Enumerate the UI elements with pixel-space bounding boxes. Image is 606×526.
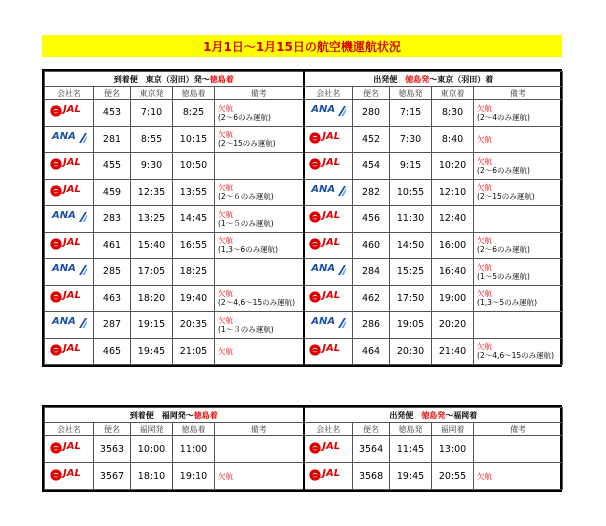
flight-number: 461 xyxy=(94,232,131,259)
departure-time: 11:30 xyxy=(390,206,432,233)
ana-logo xyxy=(309,104,347,118)
operating-days: (1～３のみ運航) xyxy=(218,324,274,334)
cancel-status: 欠航 xyxy=(218,236,233,246)
airline-name: JAL xyxy=(63,157,81,169)
jal-logo xyxy=(309,210,347,224)
airline-cell xyxy=(304,436,353,463)
remarks-cell xyxy=(215,100,304,127)
airline-cell xyxy=(45,285,94,312)
table-row xyxy=(45,285,563,312)
operating-days: (2～4,6～15のみ運航) xyxy=(477,351,555,361)
departure-time: 18:20 xyxy=(131,285,173,312)
cancel-status: 欠航 xyxy=(477,156,493,166)
flight-number: 453 xyxy=(94,100,131,127)
column-header: 徳島発 xyxy=(390,87,432,100)
flight-number: 287 xyxy=(94,312,131,339)
arrival-time: 16:40 xyxy=(432,259,474,286)
table-row xyxy=(45,206,563,233)
operating-days: (2～6のみ運航) xyxy=(218,112,271,122)
jal-logo xyxy=(50,237,88,251)
jal-logo xyxy=(50,290,88,304)
arrival-time: 18:25 xyxy=(173,259,215,286)
jal-logo xyxy=(309,343,347,357)
remarks-cell xyxy=(215,312,304,339)
column-header: 備考 xyxy=(474,423,563,436)
column-header: 便名 xyxy=(94,423,131,436)
jal-logo xyxy=(309,157,347,171)
column-header: 備考 xyxy=(215,423,304,436)
jal-logo xyxy=(50,157,88,171)
airline-cell xyxy=(45,312,94,339)
cancel-status: 欠航 xyxy=(477,342,493,352)
arrival-time: 20:35 xyxy=(173,312,215,339)
cancel-status: 欠航 xyxy=(477,471,493,481)
airline-name: JAL xyxy=(322,236,341,248)
flight-number: 285 xyxy=(94,259,131,286)
airline-name: ANA xyxy=(52,316,76,328)
jal-logo xyxy=(50,104,88,118)
remarks-cell xyxy=(474,179,563,206)
arrival-time: 14:45 xyxy=(173,206,215,233)
departure-heading-suffix: ～東京（羽田）着 xyxy=(429,74,494,84)
ana-logo xyxy=(50,263,88,277)
flight-number: 463 xyxy=(94,285,131,312)
departure-time: 19:45 xyxy=(131,338,173,365)
airline-cell xyxy=(45,259,94,286)
airline-cell xyxy=(304,100,353,127)
flight-number: 281 xyxy=(94,126,131,153)
airline-cell xyxy=(45,206,94,233)
remarks-cell xyxy=(474,232,563,259)
airline-name: JAL xyxy=(322,210,341,222)
jal-logo xyxy=(309,441,347,455)
airline-name: JAL xyxy=(63,183,81,195)
ana-logo xyxy=(50,131,88,145)
airline-name: JAL xyxy=(322,157,341,169)
table-row xyxy=(45,100,563,127)
airline-name: JAL xyxy=(322,342,341,354)
column-header: 東京着 xyxy=(432,87,474,100)
airline-cell xyxy=(304,338,353,365)
remarks-cell xyxy=(215,463,304,490)
flight-number: 465 xyxy=(94,338,131,365)
arrival-time: 21:05 xyxy=(173,338,215,365)
airline-cell xyxy=(304,153,353,180)
section-heading-row xyxy=(45,408,563,423)
arrival-time: 19:00 xyxy=(432,285,474,312)
ana-logo xyxy=(309,316,347,330)
airline-cell xyxy=(45,436,94,463)
airline-name: JAL xyxy=(63,440,81,452)
column-header: 徳島着 xyxy=(173,87,215,100)
operating-days: (2～6のみ運航) xyxy=(477,245,530,255)
remarks-cell xyxy=(215,338,304,365)
departure-time: 19:45 xyxy=(390,463,432,490)
arrival-heading-dest: 徳島着 xyxy=(193,410,218,420)
remarks-cell xyxy=(474,206,563,233)
arrival-time: 13:00 xyxy=(432,436,474,463)
arrival-heading xyxy=(45,408,304,423)
remarks-cell xyxy=(474,463,563,490)
departure-time: 17:05 xyxy=(131,259,173,286)
jal-logo xyxy=(309,131,347,145)
cancel-status: 欠航 xyxy=(477,183,493,193)
operating-days: (1,3～5のみ運航) xyxy=(477,298,538,308)
arrival-time: 10:20 xyxy=(432,153,474,180)
ana-logo xyxy=(50,210,88,224)
remarks-cell xyxy=(215,259,304,286)
jal-logo xyxy=(50,184,88,198)
operating-days: (1～５のみ運航) xyxy=(218,218,274,228)
flight-number: 462 xyxy=(353,285,390,312)
flight-number: 3568 xyxy=(353,463,390,490)
operating-days: (2～15のみ運航) xyxy=(218,139,276,149)
column-header: 徳島着 xyxy=(173,423,215,436)
airline-name: JAL xyxy=(322,467,341,479)
departure-heading-origin: 徳島発 xyxy=(421,410,446,420)
departure-time: 10:00 xyxy=(131,436,173,463)
airline-name: JAL xyxy=(63,289,81,301)
airline-cell xyxy=(304,259,353,286)
table-row xyxy=(45,153,563,180)
arrival-time: 19:40 xyxy=(173,285,215,312)
table-row xyxy=(45,232,563,259)
table-row xyxy=(45,312,563,339)
airline-name: JAL xyxy=(63,342,81,354)
airline-cell xyxy=(304,285,353,312)
airline-name: ANA xyxy=(311,183,336,195)
airline-name: JAL xyxy=(63,467,81,479)
departure-time: 8:55 xyxy=(131,126,173,153)
cancel-status: 欠航 xyxy=(218,346,233,356)
airline-name: JAL xyxy=(322,130,341,142)
table-row xyxy=(45,338,563,365)
departure-time: 7:15 xyxy=(390,100,432,127)
airline-cell xyxy=(304,179,353,206)
airline-name: ANA xyxy=(311,263,336,275)
remarks-cell xyxy=(215,206,304,233)
departure-time: 14:50 xyxy=(390,232,432,259)
flight-number: 3567 xyxy=(94,463,131,490)
departure-time: 15:25 xyxy=(390,259,432,286)
column-header: 会社名 xyxy=(304,423,353,436)
arrival-time: 11:00 xyxy=(173,436,215,463)
flight-number: 284 xyxy=(353,259,390,286)
column-header: 備考 xyxy=(215,87,304,100)
departure-heading-prefix: 出発便 xyxy=(389,410,422,420)
cancel-status: 欠航 xyxy=(218,209,233,219)
column-header: 便名 xyxy=(353,423,390,436)
jal-logo xyxy=(309,468,347,482)
ana-logo xyxy=(309,263,347,277)
cancel-status: 欠航 xyxy=(477,134,493,144)
remarks-cell xyxy=(215,179,304,206)
column-header: 福岡着 xyxy=(432,423,474,436)
operating-days: (2～６のみ運航) xyxy=(218,192,274,202)
departure-time: 17:50 xyxy=(390,285,432,312)
departure-time: 15:40 xyxy=(131,232,173,259)
operating-days: (2～4のみ運航) xyxy=(477,112,530,122)
operating-days: (2～15のみ運航) xyxy=(477,192,535,202)
departure-time: 10:55 xyxy=(390,179,432,206)
remarks-cell xyxy=(215,232,304,259)
remarks-cell xyxy=(474,312,563,339)
column-header: 便名 xyxy=(94,87,131,100)
cancel-status: 欠航 xyxy=(218,103,233,113)
departure-time: 20:30 xyxy=(390,338,432,365)
cancel-status: 欠航 xyxy=(218,130,233,140)
airline-name: JAL xyxy=(63,104,81,116)
arrival-time: 19:10 xyxy=(173,463,215,490)
column-header-row xyxy=(45,87,563,100)
operating-days: (1～5のみ運航) xyxy=(477,271,530,281)
airline-cell xyxy=(304,463,353,490)
cancel-status: 欠航 xyxy=(477,103,493,113)
airline-name: JAL xyxy=(322,289,341,301)
remarks-cell xyxy=(474,100,563,127)
departure-heading-prefix: 出発便 xyxy=(373,74,406,84)
column-header: 会社名 xyxy=(304,87,353,100)
arrival-heading-prefix: 到着便 東京（羽田）発～ xyxy=(113,74,210,84)
arrival-time: 8:25 xyxy=(173,100,215,127)
airline-cell xyxy=(304,206,353,233)
flight-number: 459 xyxy=(94,179,131,206)
page-title: 1月1日～1月15日の航空機運航状況 xyxy=(42,35,562,57)
arrival-time: 8:40 xyxy=(432,126,474,153)
column-header: 備考 xyxy=(474,87,563,100)
ana-logo xyxy=(309,184,347,198)
column-header: 会社名 xyxy=(45,423,94,436)
column-header: 徳島発 xyxy=(390,423,432,436)
operating-days: (1,3～6のみ運航) xyxy=(218,245,279,255)
fukuoka-schedule-table xyxy=(42,405,562,492)
airline-name: ANA xyxy=(52,130,76,142)
departure-time: 13:25 xyxy=(131,206,173,233)
flight-number: 456 xyxy=(353,206,390,233)
departure-time: 7:10 xyxy=(131,100,173,127)
cancel-status: 欠航 xyxy=(218,183,233,193)
cancel-status: 欠航 xyxy=(477,289,493,299)
jal-logo xyxy=(309,290,347,304)
arrival-time: 8:30 xyxy=(432,100,474,127)
remarks-cell xyxy=(474,436,563,463)
departure-time: 9:15 xyxy=(390,153,432,180)
arrival-time: 20:20 xyxy=(432,312,474,339)
airline-cell xyxy=(45,338,94,365)
departure-time: 11:45 xyxy=(390,436,432,463)
flight-number: 454 xyxy=(353,153,390,180)
remarks-cell xyxy=(474,126,563,153)
cancel-status: 欠航 xyxy=(477,262,493,272)
column-header-row xyxy=(45,423,563,436)
airline-cell xyxy=(45,232,94,259)
jal-logo xyxy=(309,237,347,251)
departure-time: 9:30 xyxy=(131,153,173,180)
remarks-cell xyxy=(215,153,304,180)
departure-time: 19:05 xyxy=(390,312,432,339)
arrival-time: 21:40 xyxy=(432,338,474,365)
cancel-status: 欠航 xyxy=(218,289,233,299)
airline-cell xyxy=(45,463,94,490)
airline-cell xyxy=(45,153,94,180)
cancel-status: 欠航 xyxy=(218,471,233,481)
airline-cell xyxy=(304,232,353,259)
table-row xyxy=(45,436,563,463)
departure-time: 19:15 xyxy=(131,312,173,339)
departure-time: 12:35 xyxy=(131,179,173,206)
flight-number: 286 xyxy=(353,312,390,339)
arrival-time: 12:40 xyxy=(432,206,474,233)
column-header: 便名 xyxy=(353,87,390,100)
arrival-time: 20:55 xyxy=(432,463,474,490)
arrival-time: 10:50 xyxy=(173,153,215,180)
airline-name: ANA xyxy=(311,104,336,116)
table-row xyxy=(45,179,563,206)
operating-days: (2～4,6～15のみ運航) xyxy=(218,298,296,308)
departure-time: 18:10 xyxy=(131,463,173,490)
arrival-time: 16:55 xyxy=(173,232,215,259)
remarks-cell xyxy=(474,153,563,180)
airline-cell xyxy=(45,179,94,206)
tokyo-schedule-table xyxy=(42,69,562,367)
airline-cell xyxy=(304,126,353,153)
flight-number: 460 xyxy=(353,232,390,259)
operating-days: (2～6のみ運航) xyxy=(477,165,530,175)
departure-heading xyxy=(304,408,563,423)
remarks-cell xyxy=(474,259,563,286)
remarks-cell xyxy=(474,285,563,312)
flight-number: 280 xyxy=(353,100,390,127)
arrival-time: 12:10 xyxy=(432,179,474,206)
cancel-status: 欠航 xyxy=(218,315,233,325)
table-row xyxy=(45,259,563,286)
flight-number: 3564 xyxy=(353,436,390,463)
table-row xyxy=(45,126,563,153)
flight-number: 283 xyxy=(94,206,131,233)
departure-heading xyxy=(304,72,563,87)
arrival-heading xyxy=(45,72,304,87)
airline-cell xyxy=(45,126,94,153)
cancel-status: 欠航 xyxy=(477,236,493,246)
airline-name: JAL xyxy=(63,236,81,248)
departure-heading-origin: 徳島発 xyxy=(405,74,430,84)
column-header: 福岡発 xyxy=(131,423,173,436)
table-row xyxy=(45,463,563,490)
flight-number: 3563 xyxy=(94,436,131,463)
remarks-cell xyxy=(215,285,304,312)
airline-cell xyxy=(304,312,353,339)
jal-logo xyxy=(50,343,88,357)
airline-name: ANA xyxy=(311,316,336,328)
flight-number: 282 xyxy=(353,179,390,206)
flight-number: 452 xyxy=(353,126,390,153)
remarks-cell xyxy=(215,126,304,153)
departure-heading-suffix: ～福岡着 xyxy=(445,410,478,420)
column-header: 東京発 xyxy=(131,87,173,100)
section-heading-row xyxy=(45,72,563,87)
departure-time: 7:30 xyxy=(390,126,432,153)
jal-logo xyxy=(50,441,88,455)
airline-cell xyxy=(45,100,94,127)
airline-name: ANA xyxy=(52,263,76,275)
arrival-time: 16:00 xyxy=(432,232,474,259)
airline-name: JAL xyxy=(322,440,341,452)
jal-logo xyxy=(50,468,88,482)
column-header: 会社名 xyxy=(45,87,94,100)
flight-number: 464 xyxy=(353,338,390,365)
arrival-time: 13:55 xyxy=(173,179,215,206)
arrival-heading-dest: 徳島着 xyxy=(209,74,234,84)
airline-name: ANA xyxy=(52,210,76,222)
flight-number: 455 xyxy=(94,153,131,180)
arrival-time: 10:15 xyxy=(173,126,215,153)
remarks-cell xyxy=(474,338,563,365)
arrival-heading-prefix: 到着便 福岡発～ xyxy=(129,410,194,420)
remarks-cell xyxy=(215,436,304,463)
ana-logo xyxy=(50,316,88,330)
